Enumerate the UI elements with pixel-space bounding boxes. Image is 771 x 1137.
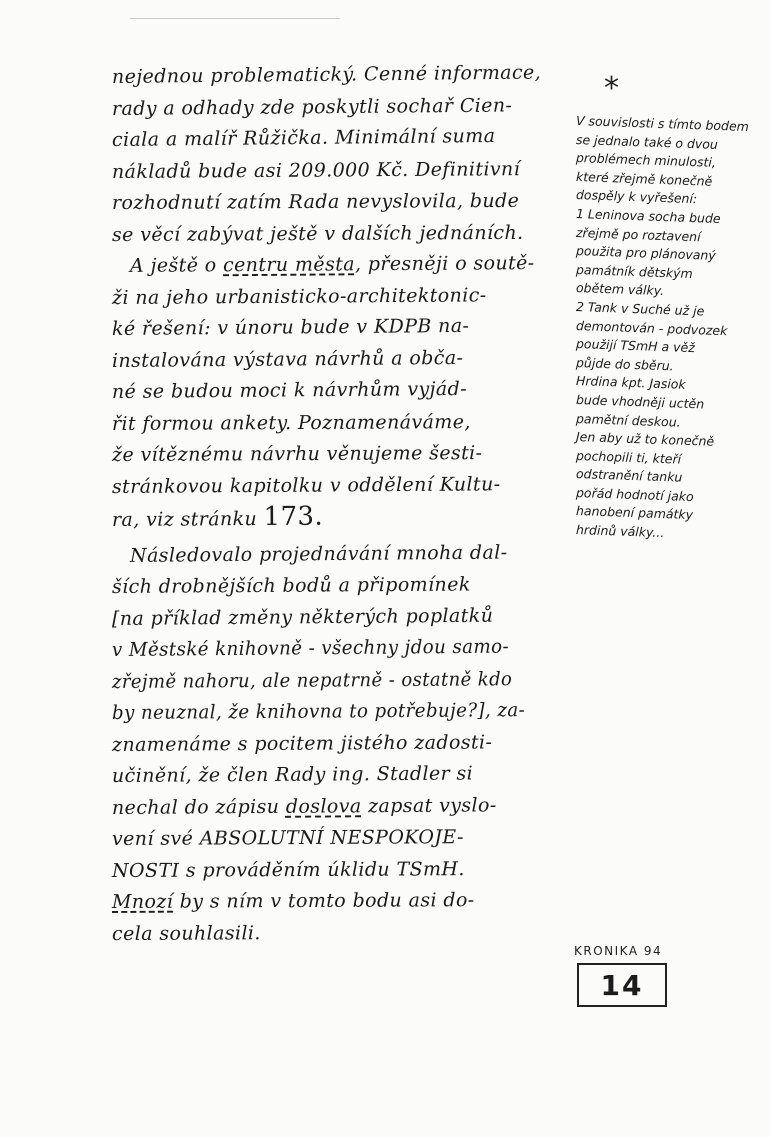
main-text: nákladů bude asi 209.000 Kč. Definitivní [111,157,521,183]
main-text: instalována výstava návrhů a obča- [111,346,464,372]
side-note-line: zřejmě po roztavení [575,224,701,244]
underlined-word: Mnozí [111,890,174,913]
side-note-line: bude vhodněji uctěn [575,391,705,412]
side-note-line: památník dětským [575,261,694,281]
side-note-line: použita pro plánovaný [575,243,717,264]
main-text-line [112,248,570,283]
main-text: rozhodnutí zatím Rada nevyslovila, bude [111,189,520,214]
main-text: ži na jeho urbanisticko-architektonic- [111,283,487,309]
main-text-line [112,695,552,730]
main-text-line [112,57,570,93]
main-text-line [112,500,570,535]
main-text: nejednou problematický. Cenné informace, [111,61,542,88]
main-text-line [112,822,570,856]
side-note-line: 2 Tank v Suché už je [575,298,705,319]
main-text: NOSTI s prováděním úklidu TSmH. [111,857,465,882]
chronicle-label: KRONIKA 94 [574,944,663,958]
main-text-line [112,885,570,919]
side-note-column [576,112,771,540]
main-text-line [112,373,570,408]
main-text: učinění, že člen Rady ing. Stadler si [111,762,474,787]
main-text: stránkovou kapitolku v oddělení Kultu- [111,472,501,498]
underlined-phrase: centru města [222,253,356,277]
main-text-line [112,406,570,440]
main-text: [na příklad změny některých poplatků [111,604,494,630]
main-text: vení své ABSOLUTNÍ NESPOKOJE- [111,826,464,850]
main-text-line [112,120,570,156]
main-text-line [112,726,570,761]
side-note-line: odstranění tanku [575,466,683,485]
main-text: řit formou ankety. Poznamenáváme, [111,410,471,435]
top-divider [130,18,340,19]
main-text-column [112,62,570,950]
main-text: znamenáme s pocitem jistého zadosti- [111,730,493,756]
side-note-line: Jen aby už to konečně [575,429,715,449]
main-text: zřejmě nahoru, ale nepatrně - ostatně kdo [111,667,513,693]
main-text-line [112,90,570,125]
main-text: A ještě o [129,254,217,277]
main-text-line [112,310,570,345]
side-note-line: pořád hodnotí jako [575,484,694,504]
side-note-line: Hrdina kpt. Jasiok [575,373,686,393]
main-text-line [112,279,570,314]
main-text: by neuznal, že knihovna to potřebuje?], za- [111,699,526,724]
main-text: se věcí zabývat ještě v dalších jednáních. [111,221,524,246]
main-text: ra, viz stránku [111,507,258,531]
main-text-line [112,438,570,472]
side-note-line: V souvislosti s tímto bodem [575,113,750,135]
main-text-line [112,758,570,793]
main-text: , přesněji o soutě- [354,252,535,276]
page-number-box [577,963,667,1007]
main-text-line [112,217,570,251]
main-text: nechal do zápisu [111,795,280,819]
underlined-word: doslova [285,794,362,818]
page-number: 14 [600,968,644,1002]
main-text-line [112,569,570,604]
side-note-line: problémech minulosti, [575,150,717,171]
main-text: né se budou moci k návrhům vyjád- [111,377,468,403]
main-text-line [112,789,570,824]
side-note-line: pochopili ti, kteří [575,447,682,467]
main-text: Následovalo projednávání mnoha dal- [129,541,508,567]
side-note-line: použijí TSmH a věž [575,336,696,356]
main-text-line [112,153,570,188]
main-text-line [112,631,552,666]
main-text-line [112,468,570,503]
side-note-line: hanobení památky [575,503,694,523]
main-text-line [112,663,547,698]
main-text-line [112,853,570,887]
asterisk-mark: * [604,71,619,106]
main-text-line [112,600,570,635]
main-text-line [112,186,570,220]
main-text: cela souhlasili. [111,921,261,945]
side-note-line: obětem války. [575,280,665,299]
main-text: že vítěznému návrhu věnujeme šesti- [111,442,483,466]
side-note-line: které zřejmě konečně [575,168,713,189]
side-note-line: pamětní deskou. [575,410,681,430]
main-text-line [112,537,570,572]
side-note-line: demontován - podvozek [575,317,728,338]
main-text: ších drobnějších bodů a připomínek [111,573,471,598]
side-note-line: dospěly k vyřešení: [575,187,698,207]
main-text-line [112,916,570,950]
main-text: by s ním v tomto bodu asi do- [179,889,475,913]
page-reference-number: 173. [263,501,324,532]
side-note-line: půjde do sběru. [575,354,674,374]
main-text: v Městské knihovně - všechny jdou samo- [111,635,510,661]
main-text: zapsat vyslo- [367,793,497,817]
side-note-line: hrdinů války... [575,522,665,541]
side-note-line: se jednalo také o dvou [575,131,719,152]
main-text: rady a odhady zde poskytli sochař Cien- [111,94,513,120]
main-text-line [112,342,570,377]
main-text: ké řešení: v únoru bude v KDPB na- [111,314,470,340]
main-text: ciala a malíř Růžička. Minimální suma [111,124,496,151]
side-note-line: 1 Leninova socha bude [575,205,721,227]
